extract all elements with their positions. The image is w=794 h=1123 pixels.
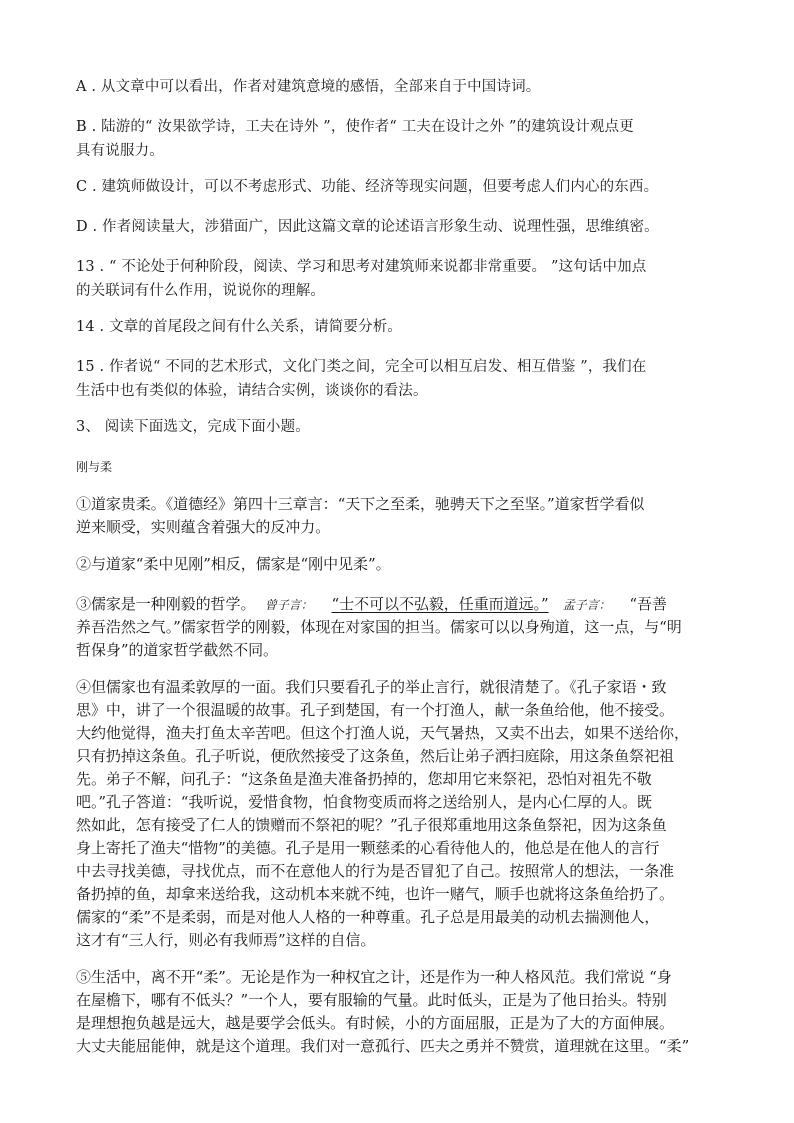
option-b-line-1: B . 陆游的“ 汝果欲学诗，工夫在诗外 ”，使作者“ 工夫在设计之外 ”的建筑设计观点更 xyxy=(76,119,634,135)
paragraph-4-line-11: 儒家的“柔”不是柔弱，而是对他人人格的一种尊重。孔子总是用最美的动机去揣测他人， xyxy=(76,908,660,926)
question-14: 14 . 文章的首尾段之间有什么关系，请简要分析。 xyxy=(76,319,403,335)
mengzi-quote-start: “吾善 xyxy=(629,595,667,613)
zengzi-quote: “士不可以不弘毅，任重而道远。” xyxy=(331,595,549,613)
paragraph-4-line-12: 这才有“三人行，则必有我师焉”这样的自信。 xyxy=(76,931,376,949)
option-d: D . 作者阅读量大，涉猎面广，因此这篇文章的论述语言形象生动、说理性强，思维缜密。 xyxy=(76,219,659,235)
paragraph-4-line-2: 思》中，讲了一个很温暖的故事。孔子到楚国，有一个打渔人，献一条鱼给他，他不接受。 xyxy=(76,701,675,719)
paragraph-1-line-2: 逆来顺受，实则蕴含着强大的反冲力。 xyxy=(76,518,331,536)
question-13-line-1: 13 . “ 不论处于何种阶段，阅读、学习和思考对建筑师来说都非常重要。 ”这句话中加点 xyxy=(76,259,647,275)
paragraph-5-line-3: 是理想抱负越是远大，越是要学会低头。有时候，小的方面屈服，正是为了大的方面伸展。 xyxy=(76,1014,675,1032)
paragraph-4-line-3: 大约他觉得，渔夫打鱼太辛苦吧。但这个打渔人说，天气暑热，又卖不出去，如果不送给你， xyxy=(76,724,689,742)
paragraph-3-line-3: 哲保身”的道家哲学截然不同。 xyxy=(76,641,278,659)
paragraph-4-line-1: ④但儒家也有温柔敦厚的一面。我们只要看孔子的举止言行，就很清楚了。《孔子家语・致 xyxy=(76,678,667,696)
section-3-heading: 3、 阅读下面选文，完成下面小题。 xyxy=(76,419,310,435)
paragraph-4-line-9: 中去寻找美德，寻找优点，而不在意他人的行为是否冒犯了自己。按照常人的想法，一条准 xyxy=(76,862,675,880)
paragraph-4-line-5: 先。弟子不解，问孔子：“这条鱼是渔夫准备扔掉的，您却用它来祭祀，恐怕对祖先不敬 xyxy=(76,770,652,788)
article-title: 刚与柔 xyxy=(76,460,113,474)
option-b-line-2: 具有说服力。 xyxy=(76,143,164,159)
question-13-line-2: 的关联词有什么作用，说说你的理解。 xyxy=(76,283,326,299)
paragraph-3-lead: ③儒家是一种刚毅的哲学。 xyxy=(76,595,256,613)
paragraph-4-line-7: 然如此，怎有接受了仁人的馈赠而不祭祀的呢？”孔子很郑重地用这条鱼祭祀，因为这条鱼 xyxy=(76,816,667,834)
paragraph-4-line-10: 备扔掉的鱼，却拿来送给我，这动机本来就不纯，也许一赌气，顺手也就将这条鱼给扔了。 xyxy=(76,885,675,903)
paragraph-4-line-6: 吧。”孔子答道：“我听说，爱惜食物，怕食物变质而将之送给别人，是内心仁厚的人。既 xyxy=(76,793,652,811)
paragraph-1-line-1: ①道家贵柔。《道德经》第四十三章言：“天下之至柔，驰骋天下之至坚。”道家哲学看似 xyxy=(76,495,645,513)
mengzi-label: 孟子言： xyxy=(562,598,611,612)
paragraph-4-line-8: 身上寄托了渔夫“惜物”的美德。孔子是用一颗慈柔的心看待他人的，他总是在他人的言行 xyxy=(76,839,660,857)
question-15-line-2: 生活中也有类似的体验，请结合实例，谈谈你的看法。 xyxy=(76,383,428,399)
option-a: A . 从文章中可以看出，作者对建筑意境的感悟，全部来自于中国诗词。 xyxy=(76,79,541,95)
question-15-line-1: 15 . 作者说“ 不同的艺术形式，文化门类之间，完全可以相互启发、相互借鉴 ”，我们在 xyxy=(76,359,647,375)
paragraph-5-line-4: 大丈夫能屈能伸，就是这个道理。我们对一意孤行、匹夫之勇并不赞赏，道理就在这里。“柔” xyxy=(76,1037,690,1055)
zengzi-label: 曾子言： xyxy=(264,598,313,612)
paragraph-4-line-4: 只有扔掉这条鱼。孔子听说，便欣然接受了这条鱼，然后让弟子洒扫庭除，用这条鱼祭祀祖 xyxy=(76,747,675,765)
paragraph-3-line-2: 养吾浩然之气。”儒家哲学的刚毅，体现在对家国的担当。儒家可以以身殉道，这一点，与“明 xyxy=(76,618,682,636)
paragraph-2: ②与道家“柔中见刚”相反，儒家是“刚中见柔”。 xyxy=(76,555,391,573)
paragraph-5-line-1: ⑤生活中，离不开“柔”。无论是作为一种权宜之计，还是作为一种人格风范。我们常说 “身 xyxy=(76,968,672,986)
paragraph-5-line-2: 在屋檐下，哪有不低头？”一个人，要有服输的气量。此时低头，正是为了他日抬头。特别 xyxy=(76,991,667,1009)
option-c: C . 建筑师做设计，可以不考虑形式、功能、经济等现实问题，但要考虑人们内心的东西。 xyxy=(76,179,659,195)
